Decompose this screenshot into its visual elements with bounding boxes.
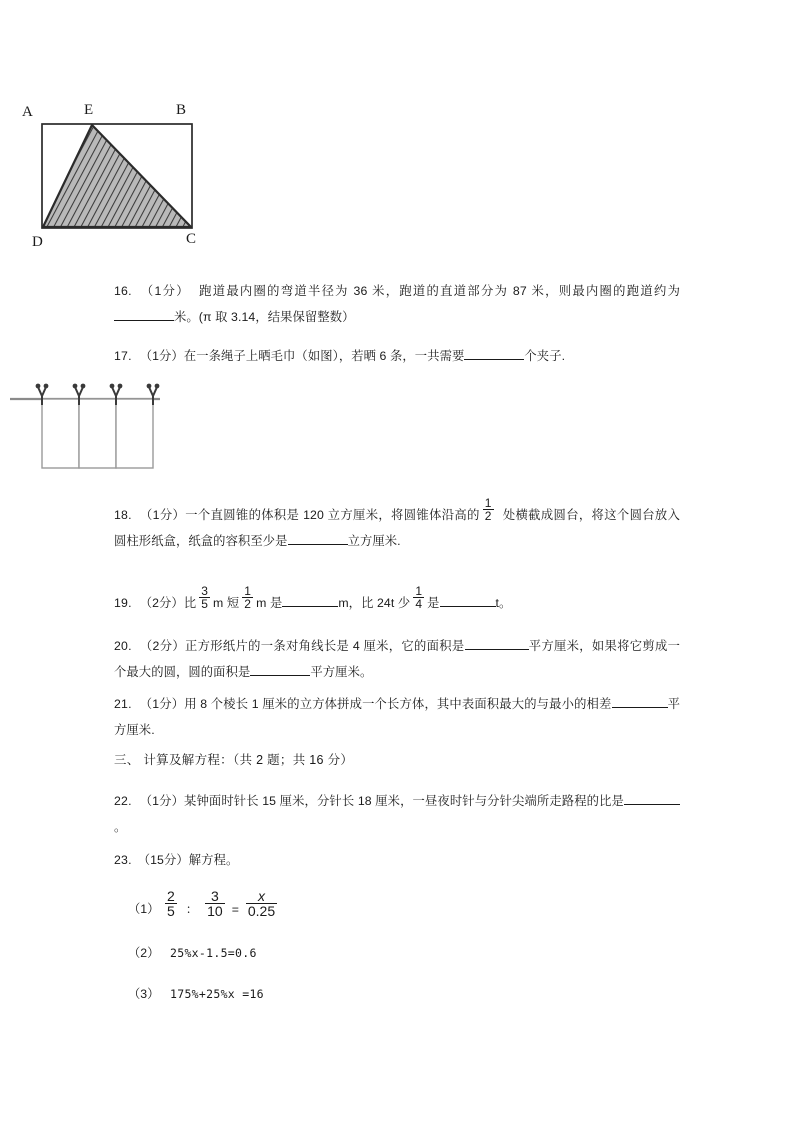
fraction-x-over-025: $\frac{x}{0.25}$ bbox=[247, 888, 276, 920]
question-18-line1b: 处横截成圆台，将 bbox=[502, 508, 605, 523]
figure-label-e: E bbox=[84, 102, 94, 118]
question-21-number: 21. bbox=[114, 697, 132, 711]
equation-2-expression: 25%x-1.5=0.6 bbox=[170, 946, 257, 960]
question-21-line2b: 平方厘米. bbox=[114, 697, 680, 737]
question-21-line2a: 差 bbox=[599, 697, 612, 711]
question-20-line2a: 将它剪成一个最大的圆，圆的面积是 bbox=[114, 639, 680, 679]
answer-blank[interactable] bbox=[250, 661, 310, 676]
fraction-one-half: $\frac{1}{2}$ bbox=[484, 496, 492, 524]
question-17-number: 17. bbox=[114, 349, 132, 363]
question-16-score: （1分） bbox=[139, 284, 190, 298]
question-21-score: （1分） bbox=[139, 697, 185, 711]
question-19-t6: t。 bbox=[495, 596, 512, 611]
answer-blank[interactable] bbox=[114, 306, 174, 321]
fraction-two-fifths: $\frac{2}{5}$ bbox=[167, 888, 175, 920]
figure-label-a: A bbox=[22, 104, 33, 120]
question-22-line1a: 某钟面时针长 15 厘米，分针长 18 厘米，一昼夜时针与分针尖端所走路程的 bbox=[184, 794, 600, 808]
question-22-number: 22. bbox=[114, 794, 132, 808]
question-16-line2a: 约为 bbox=[653, 284, 680, 298]
section-heading: 三、 计算及解方程：（共 2 题；共 16 分） bbox=[114, 753, 354, 767]
question-18-score: （1分） bbox=[139, 508, 186, 523]
answer-blank[interactable] bbox=[288, 530, 348, 545]
question-16-line1: 跑道最内圈的弯道半径为 36 米，跑道的直道部分为 87 米，则最内圈的跑道 bbox=[197, 284, 654, 298]
equation-3 bbox=[128, 983, 264, 1005]
equation-1-op-equals: = bbox=[231, 902, 239, 917]
question-22 bbox=[114, 788, 680, 840]
question-18-line2a: 这个圆台放入圆柱形纸盒，纸盒的容积至少是 bbox=[114, 508, 680, 549]
fraction-one-half: $\frac{1}{2}$ bbox=[244, 584, 252, 612]
question-17-text-b: 个夹子. bbox=[524, 349, 566, 363]
answer-blank[interactable] bbox=[612, 693, 668, 708]
question-20-number: 20. bbox=[114, 639, 132, 653]
equation-1-op-ratio: ： bbox=[185, 902, 199, 917]
question-20-line1b: 平方厘米，如果 bbox=[528, 639, 618, 653]
question-19 bbox=[114, 584, 680, 616]
fraction-three-tenths: $\frac{3}{10}$ bbox=[207, 888, 223, 920]
question-19-t4: m，比 24t 少 bbox=[338, 596, 411, 611]
figure-label-d: D bbox=[32, 234, 43, 250]
question-18-number: 18. bbox=[114, 508, 132, 523]
question-20-line1a: 正方形纸片的一条对角线长是 4 厘米，它的面积是 bbox=[184, 639, 465, 653]
question-20-score: （2分） bbox=[139, 639, 185, 653]
question-17-text-a: 在一条绳子上晒毛巾（如图），若晒 6 条，一共需要 bbox=[183, 349, 465, 363]
question-19-t5: 是 bbox=[427, 596, 440, 611]
question-23-text: 解方程。 bbox=[188, 853, 239, 867]
equation-1 bbox=[128, 888, 280, 922]
equation-3-expression: 175%+25%x =16 bbox=[170, 987, 264, 1001]
question-21-line1a: 用 8 个棱长 1 厘米的立方体拼成一个长方体，其中表面积最大的与最小的相 bbox=[184, 697, 600, 711]
question-17 bbox=[114, 343, 680, 369]
figure-label-c: C bbox=[186, 231, 197, 247]
question-18-line2b: 立方厘米. bbox=[347, 534, 401, 549]
question-16-line2c: π 取 3.14，结果保留整数） bbox=[203, 310, 355, 324]
fraction-three-fifths: $\frac{3}{5}$ bbox=[201, 584, 209, 612]
towel bbox=[116, 399, 153, 468]
question-17-score: （1分） bbox=[139, 349, 184, 363]
question-19-number: 19. bbox=[114, 596, 132, 611]
answer-blank[interactable] bbox=[624, 790, 680, 805]
question-18 bbox=[114, 496, 680, 554]
answer-blank[interactable] bbox=[440, 592, 496, 607]
question-23-score: （15分） bbox=[137, 853, 189, 867]
question-23 bbox=[114, 847, 680, 873]
question-22-line2b: 。 bbox=[114, 820, 127, 834]
question-18-line1a: 一个直圆锥的体积是 120 立方厘米，将圆锥体沿高的 bbox=[185, 508, 480, 523]
figure-label-b: B bbox=[176, 102, 187, 118]
equation-1-label: （1） bbox=[128, 902, 160, 917]
answer-blank[interactable] bbox=[465, 635, 529, 650]
question-19-t1: 比 bbox=[183, 596, 197, 611]
equation-3-label: （3） bbox=[128, 987, 160, 1001]
towel bbox=[79, 399, 116, 468]
equation-2 bbox=[128, 942, 257, 964]
question-20-line2b: 平方厘米。 bbox=[310, 665, 373, 679]
towel bbox=[42, 399, 79, 468]
question-16 bbox=[114, 278, 680, 330]
answer-blank[interactable] bbox=[464, 345, 524, 360]
question-22-line2a: 比是 bbox=[599, 794, 624, 808]
question-19-score: （2分） bbox=[139, 596, 184, 611]
question-19-t2: m 短 bbox=[213, 596, 240, 611]
figure-rectangle-triangle bbox=[14, 96, 204, 251]
equation-2-label: （2） bbox=[128, 946, 160, 960]
question-21 bbox=[114, 691, 680, 743]
question-19-t3: m 是 bbox=[256, 596, 283, 611]
question-22-score: （1分） bbox=[139, 794, 185, 808]
question-16-number: 16. bbox=[114, 284, 132, 298]
question-23-number: 23. bbox=[114, 853, 132, 867]
question-16-line2b: 米。( bbox=[174, 310, 203, 324]
answer-blank[interactable] bbox=[282, 592, 338, 607]
figure-clothesline bbox=[8, 374, 168, 479]
question-20 bbox=[114, 633, 680, 685]
fraction-one-quarter: $\frac{1}{4}$ bbox=[415, 584, 423, 612]
